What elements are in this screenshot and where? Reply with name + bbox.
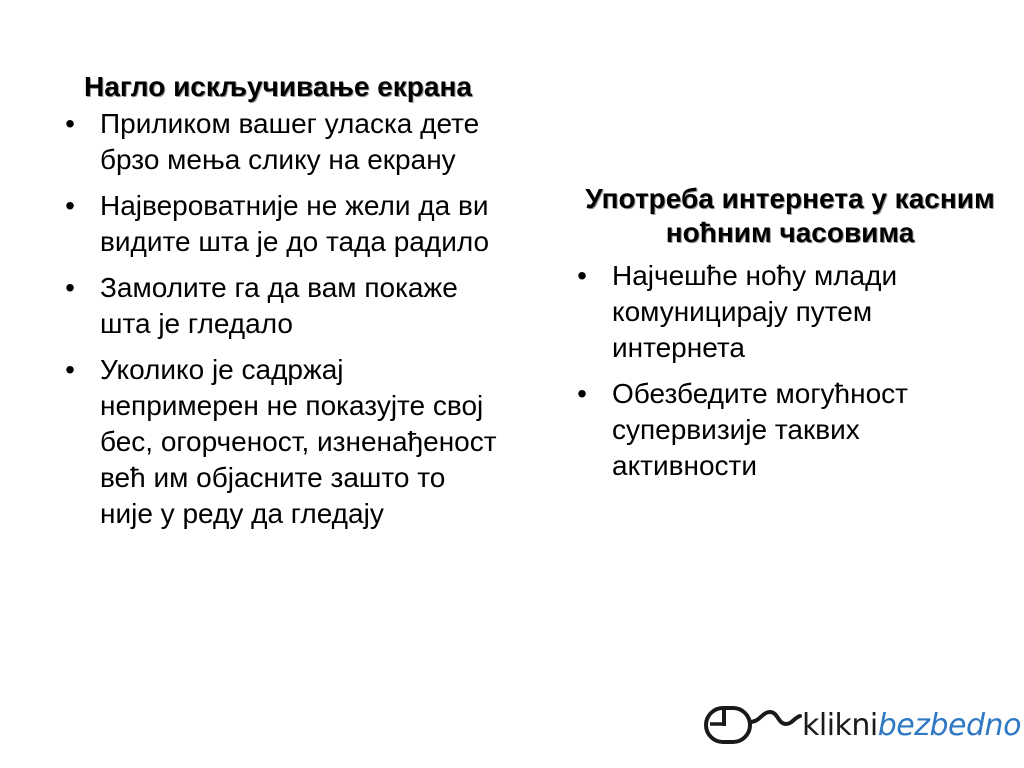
bullet-text: Највероватније не жели да ви видите шта је до тада радило [100, 190, 490, 257]
right-bullet-list [570, 258, 1010, 484]
logo-text [802, 708, 1021, 744]
bullet-icon: • [65, 272, 75, 303]
left-column [58, 70, 498, 542]
logo [700, 700, 1021, 752]
bullet-icon: • [65, 354, 75, 385]
computer-mouse-icon [700, 700, 802, 752]
bullet-icon: • [577, 260, 587, 291]
bullet-text: Уколико је садржај непримерен не показујте свој бес, огорченост, изненађеност већ им објасните зашто то није у реду да гледају [100, 354, 497, 529]
bullet-icon: • [65, 108, 75, 139]
right-heading: Употреба интернета у касним ноћним часовима [585, 183, 995, 248]
left-bullet-list [58, 106, 498, 532]
bullet-text: Обезбедите могућност супервизије таквих активности [612, 378, 908, 481]
list-item [58, 188, 498, 260]
list-item [58, 270, 498, 342]
list-item [58, 106, 498, 178]
list-item [570, 258, 1010, 366]
bullet-icon: • [577, 378, 587, 409]
bullet-text: Замолите га да вам покаже шта је гледало [100, 272, 458, 339]
bullet-text: Најчешће ноћу млади комуницирају путем интернета [612, 260, 898, 363]
bullet-text: Приликом вашег уласка дете брзо мења слику на екрану [100, 108, 480, 175]
list-item [58, 352, 498, 532]
left-heading: Нагло искључивање екрана [84, 71, 472, 102]
bullet-icon: • [65, 190, 75, 221]
list-item [570, 376, 1010, 484]
logo-text-bezbedno: bezbedno [877, 708, 1021, 743]
logo-text-klikni: klikni [802, 708, 878, 743]
right-column [570, 182, 1010, 494]
